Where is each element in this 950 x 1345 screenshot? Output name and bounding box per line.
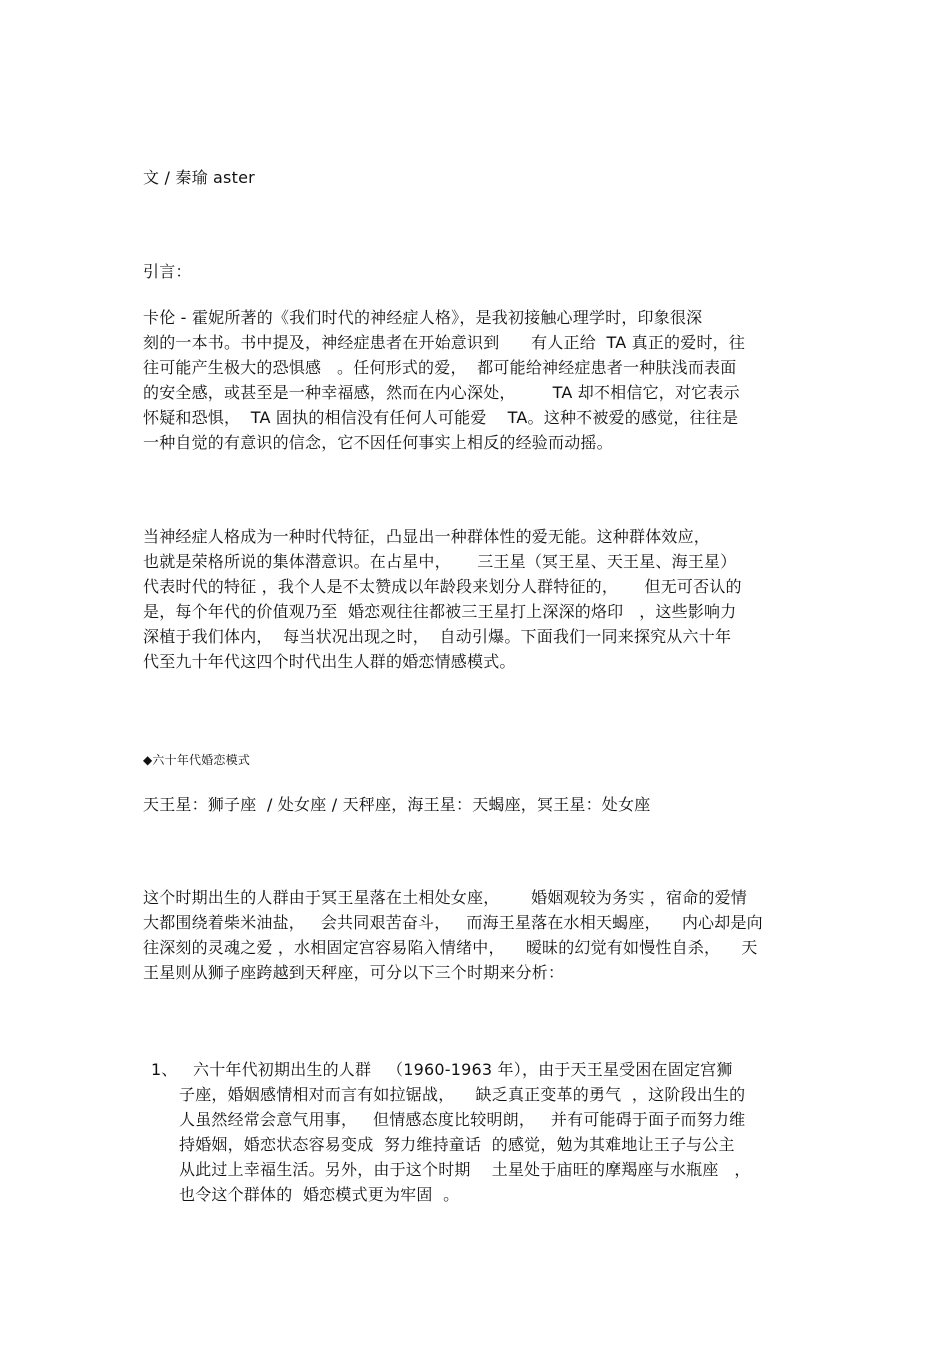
paragraph-line: 是，每个年代的价值观乃至 婚恋观往往都被三王星打上深深的烙印 ，这些影响力 [143, 602, 737, 621]
paragraph-line: 刻的一本书。书中提及，神经症患者在开始意识到 有人正给 TA 真正的爱时，往 [143, 333, 746, 352]
intro-heading: 引言： [143, 262, 192, 281]
paragraph-line: 这个时期出生的人群由于冥王星落在土相处女座， 婚姻观较为务实 ，宿命的爱情 [143, 888, 748, 907]
list-line: 持婚姻，婚恋状态容易变成 努力维持童话 的感觉，勉为其难地让王子与公主 [179, 1135, 735, 1154]
paragraph-line: 也就是荣格所说的集体潜意识。在占星中， 三王星（冥王星、天王星、海王星） [143, 552, 737, 571]
list-marker: 1、 [151, 1060, 178, 1079]
paragraph-line: 往可能产生极大的恐惧感 。任何形式的爱， 都可能给神经症患者一种肤浅而表面 [143, 358, 737, 377]
paragraph-line: 大都围绕着柴米油盐， 会共同艰苦奋斗， 而海王星落在水相天蝎座， 内心却是向 [143, 913, 763, 932]
list-line: 人虽然经常会意气用事， 但情感态度比较明朗， 并有可能碍于面子而努力维 [179, 1110, 746, 1129]
paragraph-line: 的安全感，或甚至是一种幸福感，然而在内心深处， TA 却不相信它，对它表示 [143, 383, 740, 402]
section-heading: ◆六十年代婚恋模式 [143, 753, 251, 767]
paragraph-line: 怀疑和恐惧， TA 固执的相信没有任何人可能爱 TA。这种不被爱的感觉，往往是 [143, 408, 739, 427]
paragraph-line: 一种自觉的有意识的信念，它不因任何事实上相反的经验而动摇。 [143, 433, 613, 452]
paragraph-line: 代表时代的特征 ，我个人是不太赞成以年龄段来划分人群特征的， 但无可否认的 [143, 577, 742, 596]
list-line: 也令这个群体的 婚恋模式更为牢固 。 [179, 1185, 460, 1204]
paragraph-line: 往深刻的灵魂之爱 ，水相固定宫容易陷入情绪中， 暧昧的幻觉有如慢性自杀， 天 [143, 938, 758, 957]
list-line: 子座，婚姻感情相对而言有如拉锯战， 缺乏真正变革的勇气 ，这阶段出生的 [179, 1085, 746, 1104]
paragraph-line: 卡伦 - 霍妮所著的《我们时代的神经症人格》，是我初接触心理学时，印象很深 [143, 308, 703, 327]
author-line: 文 / 秦瑜 aster [143, 168, 255, 187]
list-line: 六十年代初期出生的人群 （1960-1963 年），由于天王星受困在固定宫狮 [193, 1060, 733, 1079]
paragraph-line: 王星则从狮子座跨越到天秤座，可分以下三个时期来分析： [143, 963, 565, 982]
list-line: 从此过上幸福生活。另外，由于这个时期 土星处于庙旺的摩羯座与水瓶座 ， [179, 1160, 751, 1179]
paragraph-line: 深植于我们体内， 每当状况出现之时， 自动引爆。下面我们一同来探究从六十年 [143, 627, 732, 646]
paragraph-line: 代至九十年代这四个时代出生人群的婚恋情感模式。 [143, 652, 516, 671]
paragraph-line: 当神经症人格成为一种时代特征，凸显出一种群体性的爱无能。这种群体效应， [143, 527, 711, 546]
planets-line: 天王星：狮子座 / 处女座 / 天秤座，海王星：天蝎座，冥王星：处女座 [143, 795, 651, 814]
